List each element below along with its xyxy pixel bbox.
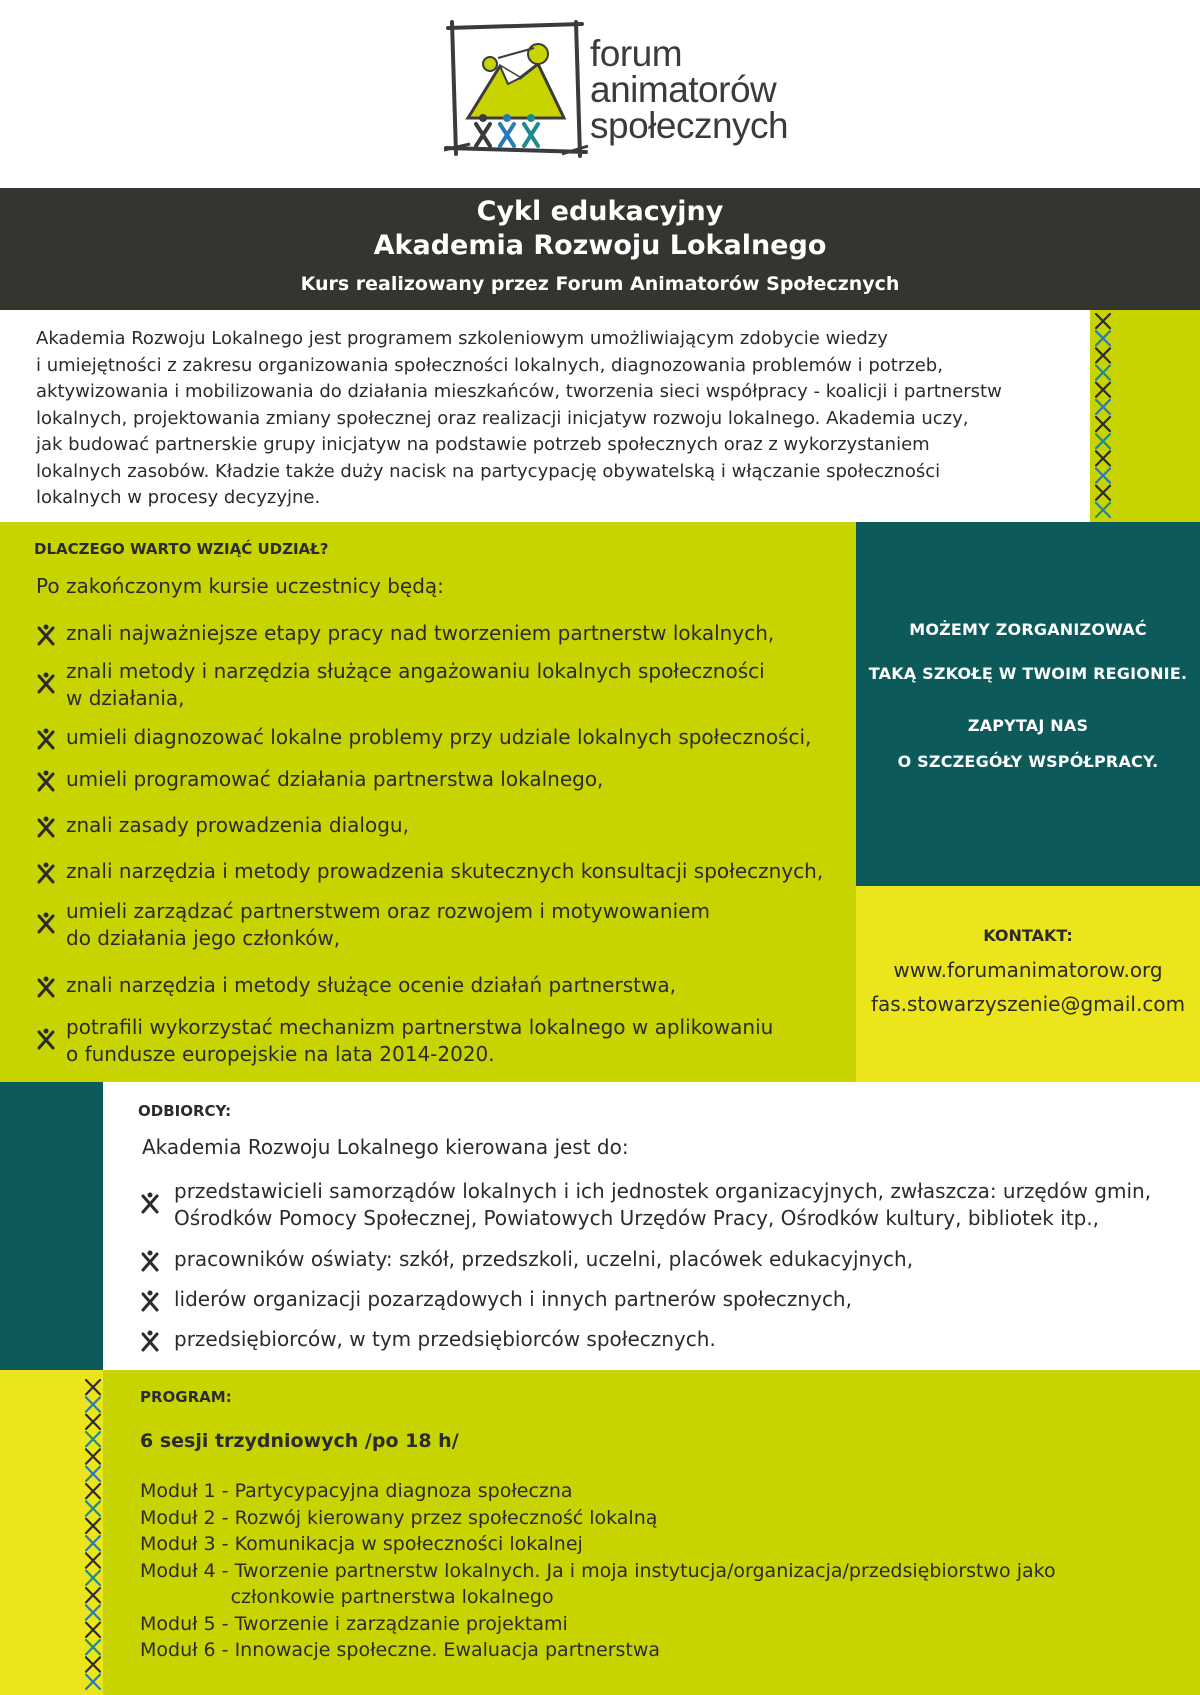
audience-heading: ODBIORCY:	[138, 1102, 232, 1120]
module-item: członkowie partnerstwa lokalnego	[140, 1586, 554, 1608]
audience-item: liderów organizacji pozarządowych i innych partnerów społecznych,	[174, 1287, 852, 1311]
email-link[interactable]: fas.stowarzyszenie@gmail.com	[870, 992, 1186, 1016]
contact-heading: KONTAKT:	[983, 926, 1073, 945]
benefit-item: umieli zarządzać partnerstwem oraz rozwojem i motywowaniem	[66, 899, 710, 923]
offer-box	[856, 522, 1200, 886]
intro-line: lokalnych w procesy decyzyjne.	[36, 487, 321, 508]
logo-line: animatorów	[590, 69, 777, 110]
bullet-icon	[36, 770, 56, 792]
bullet-icon	[36, 976, 56, 998]
bullet-icon	[36, 728, 56, 750]
figures-pattern-icon	[82, 1378, 110, 1693]
bullet-icon	[36, 816, 56, 838]
program-sessions: 6 sesji trzydniowych /po 18 h/	[140, 1430, 459, 1452]
title-line-2: Akademia Rozwoju Lokalnego	[373, 230, 827, 261]
benefit-item: znali metody i narzędzia służące angażowaniu lokalnych społeczności	[66, 659, 765, 683]
benefit-item: znali najważniejsze etapy pracy nad tworzeniem partnerstw lokalnych,	[66, 621, 775, 645]
audience-item: przedsiębiorców, w tym przedsiębiorców społecznych.	[174, 1327, 716, 1351]
bullet-icon	[140, 1330, 160, 1352]
logo-line: forum	[590, 33, 683, 74]
offer-line: O SZCZEGÓŁY WSPÓŁPRACY.	[897, 752, 1159, 771]
subtitle: Kurs realizowany przez Forum Animatorów Społecznych	[300, 273, 900, 295]
bullet-icon	[36, 912, 56, 934]
bullet-icon	[140, 1250, 160, 1272]
intro-line: Akademia Rozwoju Lokalnego jest programem szkoleniowym umożliwiającym zdobycie wiedzy	[36, 328, 888, 349]
decorative-teal-block	[0, 1082, 103, 1370]
module-item: Moduł 6 - Innowacje społeczne. Ewaluacja partnerstwa	[140, 1639, 661, 1661]
contact-box	[856, 886, 1200, 1082]
benefit-item: umieli programować działania partnerstwa lokalnego,	[66, 767, 604, 791]
benefits-lead: Po zakończonym kursie uczestnicy będą:	[36, 574, 444, 598]
benefits-heading: DLACZEGO WARTO WZIĄĆ UDZIAŁ?	[34, 540, 329, 558]
intro-line: lokalnych, projektowania zmiany społecznej oraz realizacji inicjatyw rozwoju lokalnego. Akademia uczy,	[36, 407, 969, 429]
title-line-1: Cykl edukacyjny	[476, 196, 724, 227]
module-item: Moduł 3 - Komunikacja w społeczności lokalnej	[140, 1533, 583, 1555]
logo-wordmark	[590, 33, 789, 146]
benefit-item: do działania jego członków,	[66, 926, 341, 950]
website-link[interactable]: www.forumanimatorow.org	[893, 958, 1163, 982]
bullet-icon	[36, 672, 56, 694]
audience-lead: Akademia Rozwoju Lokalnego kierowana jest do:	[142, 1135, 629, 1159]
benefit-item: umieli diagnozować lokalne problemy przy udziale lokalnych społeczności,	[66, 725, 812, 749]
forum-logo-icon	[442, 18, 590, 160]
offer-line: MOŻEMY ZORGANIZOWAĆ	[909, 620, 1147, 639]
module-item: Moduł 1 - Partycypacyjna diagnoza społeczna	[140, 1480, 573, 1502]
benefit-item: potrafili wykorzystać mechanizm partnerstwa lokalnego w aplikowaniu	[66, 1015, 774, 1039]
offer-line: TAKĄ SZKOŁĘ W TWOIM REGIONIE.	[868, 664, 1188, 683]
benefit-item: znali narzędzia i metody prowadzenia skutecznych konsultacji społecznych,	[66, 859, 824, 883]
bullet-icon	[36, 624, 56, 646]
intro-line: i umiejętności z zakresu organizowania społeczności lokalnych, diagnozowania problemów i potrzeb,	[36, 354, 943, 376]
intro-paragraph	[36, 326, 1086, 512]
intro-line: jak budować partnerskie grupy inicjatyw na podstawie potrzeb społecznych oraz z wykorzystaniem	[36, 434, 930, 455]
module-item: Moduł 4 - Tworzenie partnerstw lokalnych. Ja i moja instytucja/organizacja/przedsiębiorstwo jako	[140, 1559, 1056, 1582]
offer-line: ZAPYTAJ NAS	[967, 716, 1089, 735]
audience-item: pracowników oświaty: szkół, przedszkoli, uczelni, placówek edukacyjnych,	[174, 1247, 914, 1271]
benefit-item: znali zasady prowadzenia dialogu,	[66, 813, 409, 837]
module-item: Moduł 5 - Tworzenie i zarządzanie projektami	[140, 1612, 568, 1635]
intro-line: lokalnych zasobów. Kładzie także duży nacisk na partycypację obywatelską i włączanie społeczności	[36, 460, 941, 482]
module-item: Moduł 2 - Rozwój kierowany przez społeczność lokalną	[140, 1506, 658, 1529]
benefit-item: o fundusze europejskie na lata 2014-2020.	[66, 1042, 495, 1066]
bullet-icon	[140, 1192, 160, 1214]
benefits-section	[0, 522, 856, 1082]
audience-item: przedstawicieli samorządów lokalnych i ich jednostek organizacyjnych, zwłaszcza: urzędów gmin,	[174, 1179, 1152, 1203]
bullet-icon	[140, 1290, 160, 1312]
audience-item: Ośrodków Pomocy Społecznej, Powiatowych Urzędów Pracy, Ośrodków kultury, bibliotek itp.,	[174, 1206, 1100, 1230]
title-banner	[0, 188, 1200, 310]
bullet-icon	[36, 1028, 56, 1050]
program-heading: PROGRAM:	[140, 1388, 232, 1406]
intro-line: aktywizowania i mobilizowania do działania mieszkańców, tworzenia sieci współpracy - koalicji i partnerstw	[36, 381, 1002, 402]
figures-pattern-icon	[1092, 312, 1122, 522]
benefit-item: znali narzędzia i metody służące ocenie działań partnerstwa,	[66, 973, 676, 997]
bullet-icon	[36, 862, 56, 884]
benefit-item: w działania,	[66, 686, 185, 710]
logo-line: społecznych	[590, 105, 789, 146]
